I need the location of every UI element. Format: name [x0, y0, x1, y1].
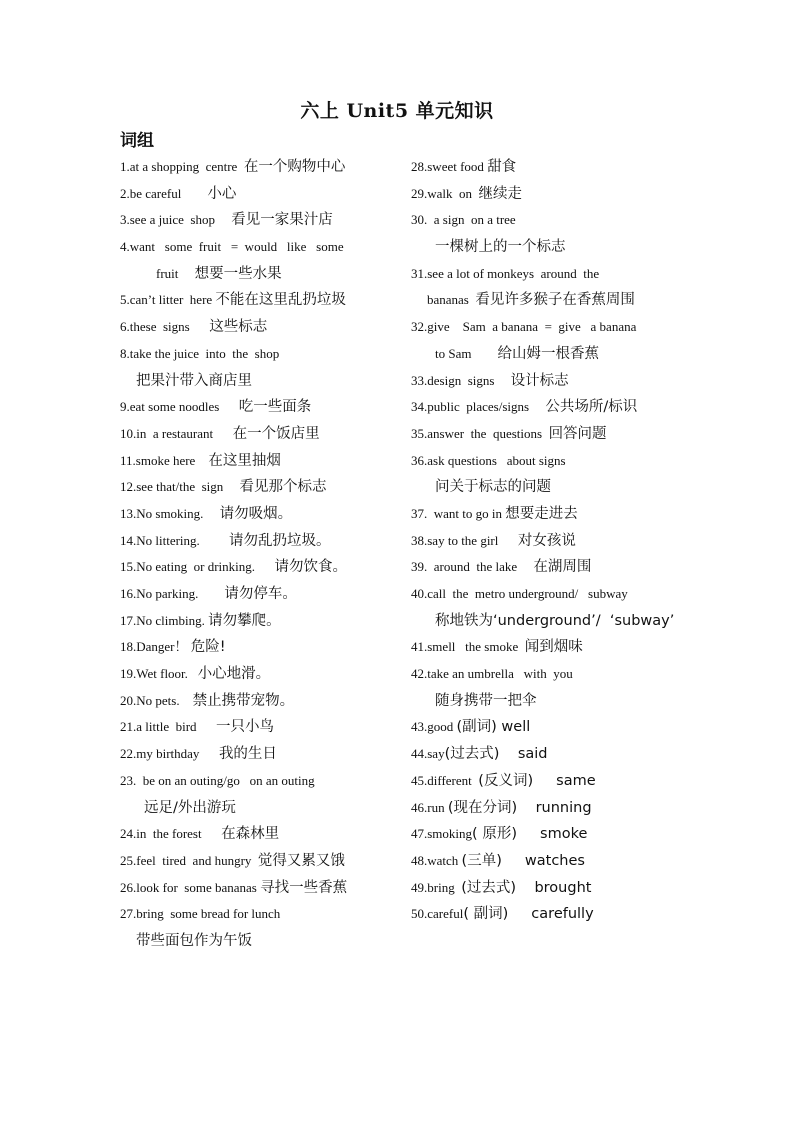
phrase-chinese: 在一个购物中心 [243, 159, 346, 175]
phrase-chinese: 小心地滑。 [197, 666, 271, 683]
phrase-chinese: 随身携带一把伞 [435, 692, 537, 709]
phrase-english: 21.a little bird [120, 719, 217, 735]
phrase-line [411, 207, 683, 234]
phrase-line [120, 314, 392, 341]
phrase-chinese: 在湖周围 [533, 559, 592, 576]
phrase-line [120, 714, 392, 741]
phrase-line [120, 688, 392, 715]
phrase-line [120, 501, 392, 528]
phrase-chinese: 禁止携带宠物。 [192, 692, 295, 709]
phrase-line [411, 394, 683, 421]
phrase-line [411, 341, 683, 368]
phrase-line [120, 234, 392, 261]
phrase-line [411, 741, 683, 768]
phrase-english: 31.see a lot of monkeys around the [411, 265, 600, 281]
phrase-line [411, 368, 683, 395]
phrase-chinese: 请勿乱扔垃圾。 [229, 532, 331, 549]
phrase-english: 32.give Sam a banana = give a banana [411, 319, 637, 335]
phrase-line [411, 581, 683, 608]
phrase-english: 27.bring some bread for lunch [120, 906, 281, 922]
phrase-english: 3.see a juice shop [120, 212, 232, 228]
phrase-line [120, 848, 392, 875]
phrase-english: 1.at a shopping centre [120, 159, 244, 174]
phrase-chinese: 把果汁带入商店里 [136, 372, 252, 389]
phrase-chinese: (现在分词) running [447, 799, 592, 816]
phrase-chinese: 寻找一些香蕉 [260, 879, 348, 896]
phrase-line [120, 341, 392, 368]
phrase-line [411, 901, 683, 928]
phrase-line [411, 181, 683, 208]
phrase-line [120, 821, 392, 848]
phrase-line [411, 474, 683, 501]
phrase-chinese: 看见一家果汁店 [231, 212, 333, 229]
phrase-chinese: 请勿攀爬。 [208, 612, 281, 629]
phrase-line [120, 394, 392, 421]
phrase-line [411, 714, 683, 741]
phrase-line [120, 421, 392, 448]
phrase-chinese: 想要一些水果 [194, 265, 282, 282]
phrase-chinese: 给山姆一根香蕉 [497, 345, 599, 362]
phrase-line [120, 207, 392, 234]
phrase-chinese: 这些标志 [209, 319, 268, 336]
phrase-english: 39. around the lake [411, 559, 534, 575]
phrase-english: to Sam [435, 345, 498, 361]
phrase-column-left [120, 154, 392, 955]
phrase-english: 18.Danger！ [120, 639, 191, 655]
phrase-line [120, 474, 392, 501]
phrase-english: 25.feel tired and hungry [120, 852, 258, 868]
phrase-english: 38.say to the girl [411, 532, 518, 548]
phrase-english: 24.in the forest [120, 826, 222, 842]
phrase-chinese: 我的生日 [218, 746, 277, 763]
phrase-chinese: 公共场所/标识 [545, 399, 638, 416]
page-title: 六上 Unit5 单元知识 [300, 100, 494, 122]
phrase-line [411, 875, 683, 902]
phrase-english: 6.these signs [120, 319, 210, 335]
phrase-english: 2.be careful [120, 185, 208, 201]
phrase-english: 47.smoking [411, 826, 473, 842]
phrase-chinese: 危险! [190, 639, 226, 656]
phrase-chinese: (副词) well [456, 719, 531, 736]
phrase-line [411, 501, 683, 528]
phrase-line [411, 154, 683, 181]
phrase-english: 4.want some fruit = would like some [120, 239, 344, 255]
phrase-english: 33.design signs [411, 372, 511, 388]
phrase-line [120, 528, 392, 555]
phrase-line [411, 848, 683, 875]
phrase-chinese: 带些面包作为午饭 [136, 932, 252, 949]
phrase-chinese: ( 原形) smoke [472, 826, 588, 843]
phrase-line [411, 688, 683, 715]
phrase-english: 43.good [411, 719, 457, 735]
phrase-chinese: 在森林里 [221, 826, 280, 843]
phrase-chinese: 设计标志 [510, 372, 569, 389]
phrase-line [120, 581, 392, 608]
phrase-line [411, 448, 683, 475]
phrase-english: 46.run [411, 799, 448, 815]
phrase-english: 37. want to go in [411, 505, 506, 521]
phrase-chinese: 甜食 [487, 159, 517, 175]
phrase-chinese: 称地铁为‘underground’/ ‘subway’ [435, 612, 675, 629]
phrase-chinese: 看见那个标志 [239, 479, 327, 496]
phrase-chinese: 继续走 [478, 185, 523, 202]
phrase-line [120, 608, 392, 635]
phrase-english: 35.answer the questions [411, 425, 549, 441]
phrase-english: 45.different [411, 772, 479, 788]
phrase-english: 49.bring [411, 879, 462, 895]
phrase-chinese: 远足/外出游玩 [144, 799, 236, 816]
phrase-chinese: (反义词) same [478, 772, 596, 789]
phrase-chinese: 一棵树上的一个标志 [435, 239, 566, 256]
phrase-chinese: (过去式) said [444, 746, 548, 763]
phrase-line [411, 634, 683, 661]
phrase-line [411, 234, 683, 261]
phrase-line [411, 554, 683, 581]
phrase-chinese: 问关于标志的问题 [435, 479, 551, 496]
phrase-english: 40.call the metro underground/ subway [411, 586, 628, 601]
phrase-english: 36.ask questions about signs [411, 452, 566, 468]
phrase-english: 34.public places/signs [411, 399, 546, 415]
phrase-english: 15.No eating or drinking. [120, 559, 275, 575]
phrase-english: 10.in a restaurant [120, 425, 233, 441]
phrase-line [120, 368, 392, 395]
phrase-english: bananas [427, 292, 476, 308]
phrase-column-right [411, 154, 683, 928]
phrase-chinese: 在一个饭店里 [232, 425, 320, 442]
section-heading: 词组 [120, 131, 154, 151]
phrase-english: 42.take an umbrella with you [411, 666, 573, 682]
phrase-chinese: 看见许多猴子在香蕉周围 [475, 292, 635, 309]
phrase-english: 29.walk on [411, 185, 479, 201]
phrase-chinese: 闻到烟味 [524, 639, 583, 656]
phrase-chinese: 请勿饮食。 [274, 559, 348, 576]
phrase-english: 19.Wet floor. [120, 666, 198, 682]
phrase-chinese: 在这里抽烟 [208, 452, 281, 469]
phrase-english: 9.eat some noodles [120, 399, 239, 415]
phrase-english: 22.my birthday [120, 746, 219, 762]
phrase-line [120, 928, 392, 955]
phrase-english: 11.smoke here [120, 452, 209, 468]
phrase-chinese: 不能在这里乱扔垃圾 [215, 292, 346, 309]
phrase-chinese: 对女孩说 [517, 532, 576, 549]
phrase-line [411, 314, 683, 341]
phrase-line [120, 661, 392, 688]
phrase-line [120, 634, 392, 661]
phrase-english: 17.No climbing. [120, 612, 209, 628]
phrase-line [120, 448, 392, 475]
phrase-chinese: (三单) watches [461, 852, 585, 869]
phrase-english: 50.careful [411, 906, 464, 922]
phrase-line [411, 261, 683, 288]
phrase-line [120, 901, 392, 928]
phrase-chinese: 想要走进去 [505, 505, 578, 522]
phrase-chinese: 请勿吸烟。 [219, 505, 293, 522]
phrase-chinese: (过去式) brought [461, 879, 592, 896]
phrase-chinese: 回答问题 [548, 425, 607, 442]
phrase-english: 14.No littering. [120, 532, 230, 548]
phrase-line [120, 181, 392, 208]
phrase-chinese: ( 副词) carefully [463, 906, 594, 923]
phrase-line [120, 768, 392, 795]
phrase-line [411, 768, 683, 795]
phrase-english: 48.watch [411, 852, 462, 868]
phrase-chinese: 一只小鸟 [216, 719, 275, 736]
phrase-english: 26.look for some bananas [120, 879, 261, 895]
phrase-line [411, 821, 683, 848]
phrase-chinese: 小心 [207, 185, 237, 202]
phrase-line [411, 661, 683, 688]
phrase-english: 5.can’t litter here [120, 292, 216, 308]
phrase-english: 23. be on an outing/go on an outing [120, 772, 315, 788]
phrase-line [120, 795, 392, 822]
phrase-line [120, 154, 392, 181]
phrase-line [120, 741, 392, 768]
phrase-english: fruit [156, 265, 195, 281]
phrase-line [411, 287, 683, 314]
phrase-line [411, 608, 683, 635]
phrase-line [411, 795, 683, 822]
phrase-chinese: 觉得又累又饿 [257, 852, 345, 869]
phrase-line [411, 528, 683, 555]
phrase-line [120, 261, 392, 288]
phrase-line [120, 875, 392, 902]
phrase-english: 13.No smoking. [120, 505, 220, 521]
phrase-english: 28.sweet food [411, 159, 488, 174]
phrase-line [120, 554, 392, 581]
phrase-line [120, 287, 392, 314]
phrase-english: 8.take the juice into the shop [120, 345, 280, 361]
phrase-line [411, 421, 683, 448]
phrase-chinese: 吃一些面条 [238, 399, 312, 416]
phrase-english: 41.smell the smoke [411, 639, 525, 655]
phrase-english: 16.No parking. [120, 586, 225, 601]
phrase-english: 30. a sign on a tree [411, 212, 516, 228]
phrase-english: 20.No pets. [120, 692, 193, 708]
phrase-english: 12.see that/the sign [120, 479, 240, 495]
phrase-chinese: 请勿停车。 [224, 586, 297, 602]
phrase-english: 44.say [411, 746, 445, 762]
